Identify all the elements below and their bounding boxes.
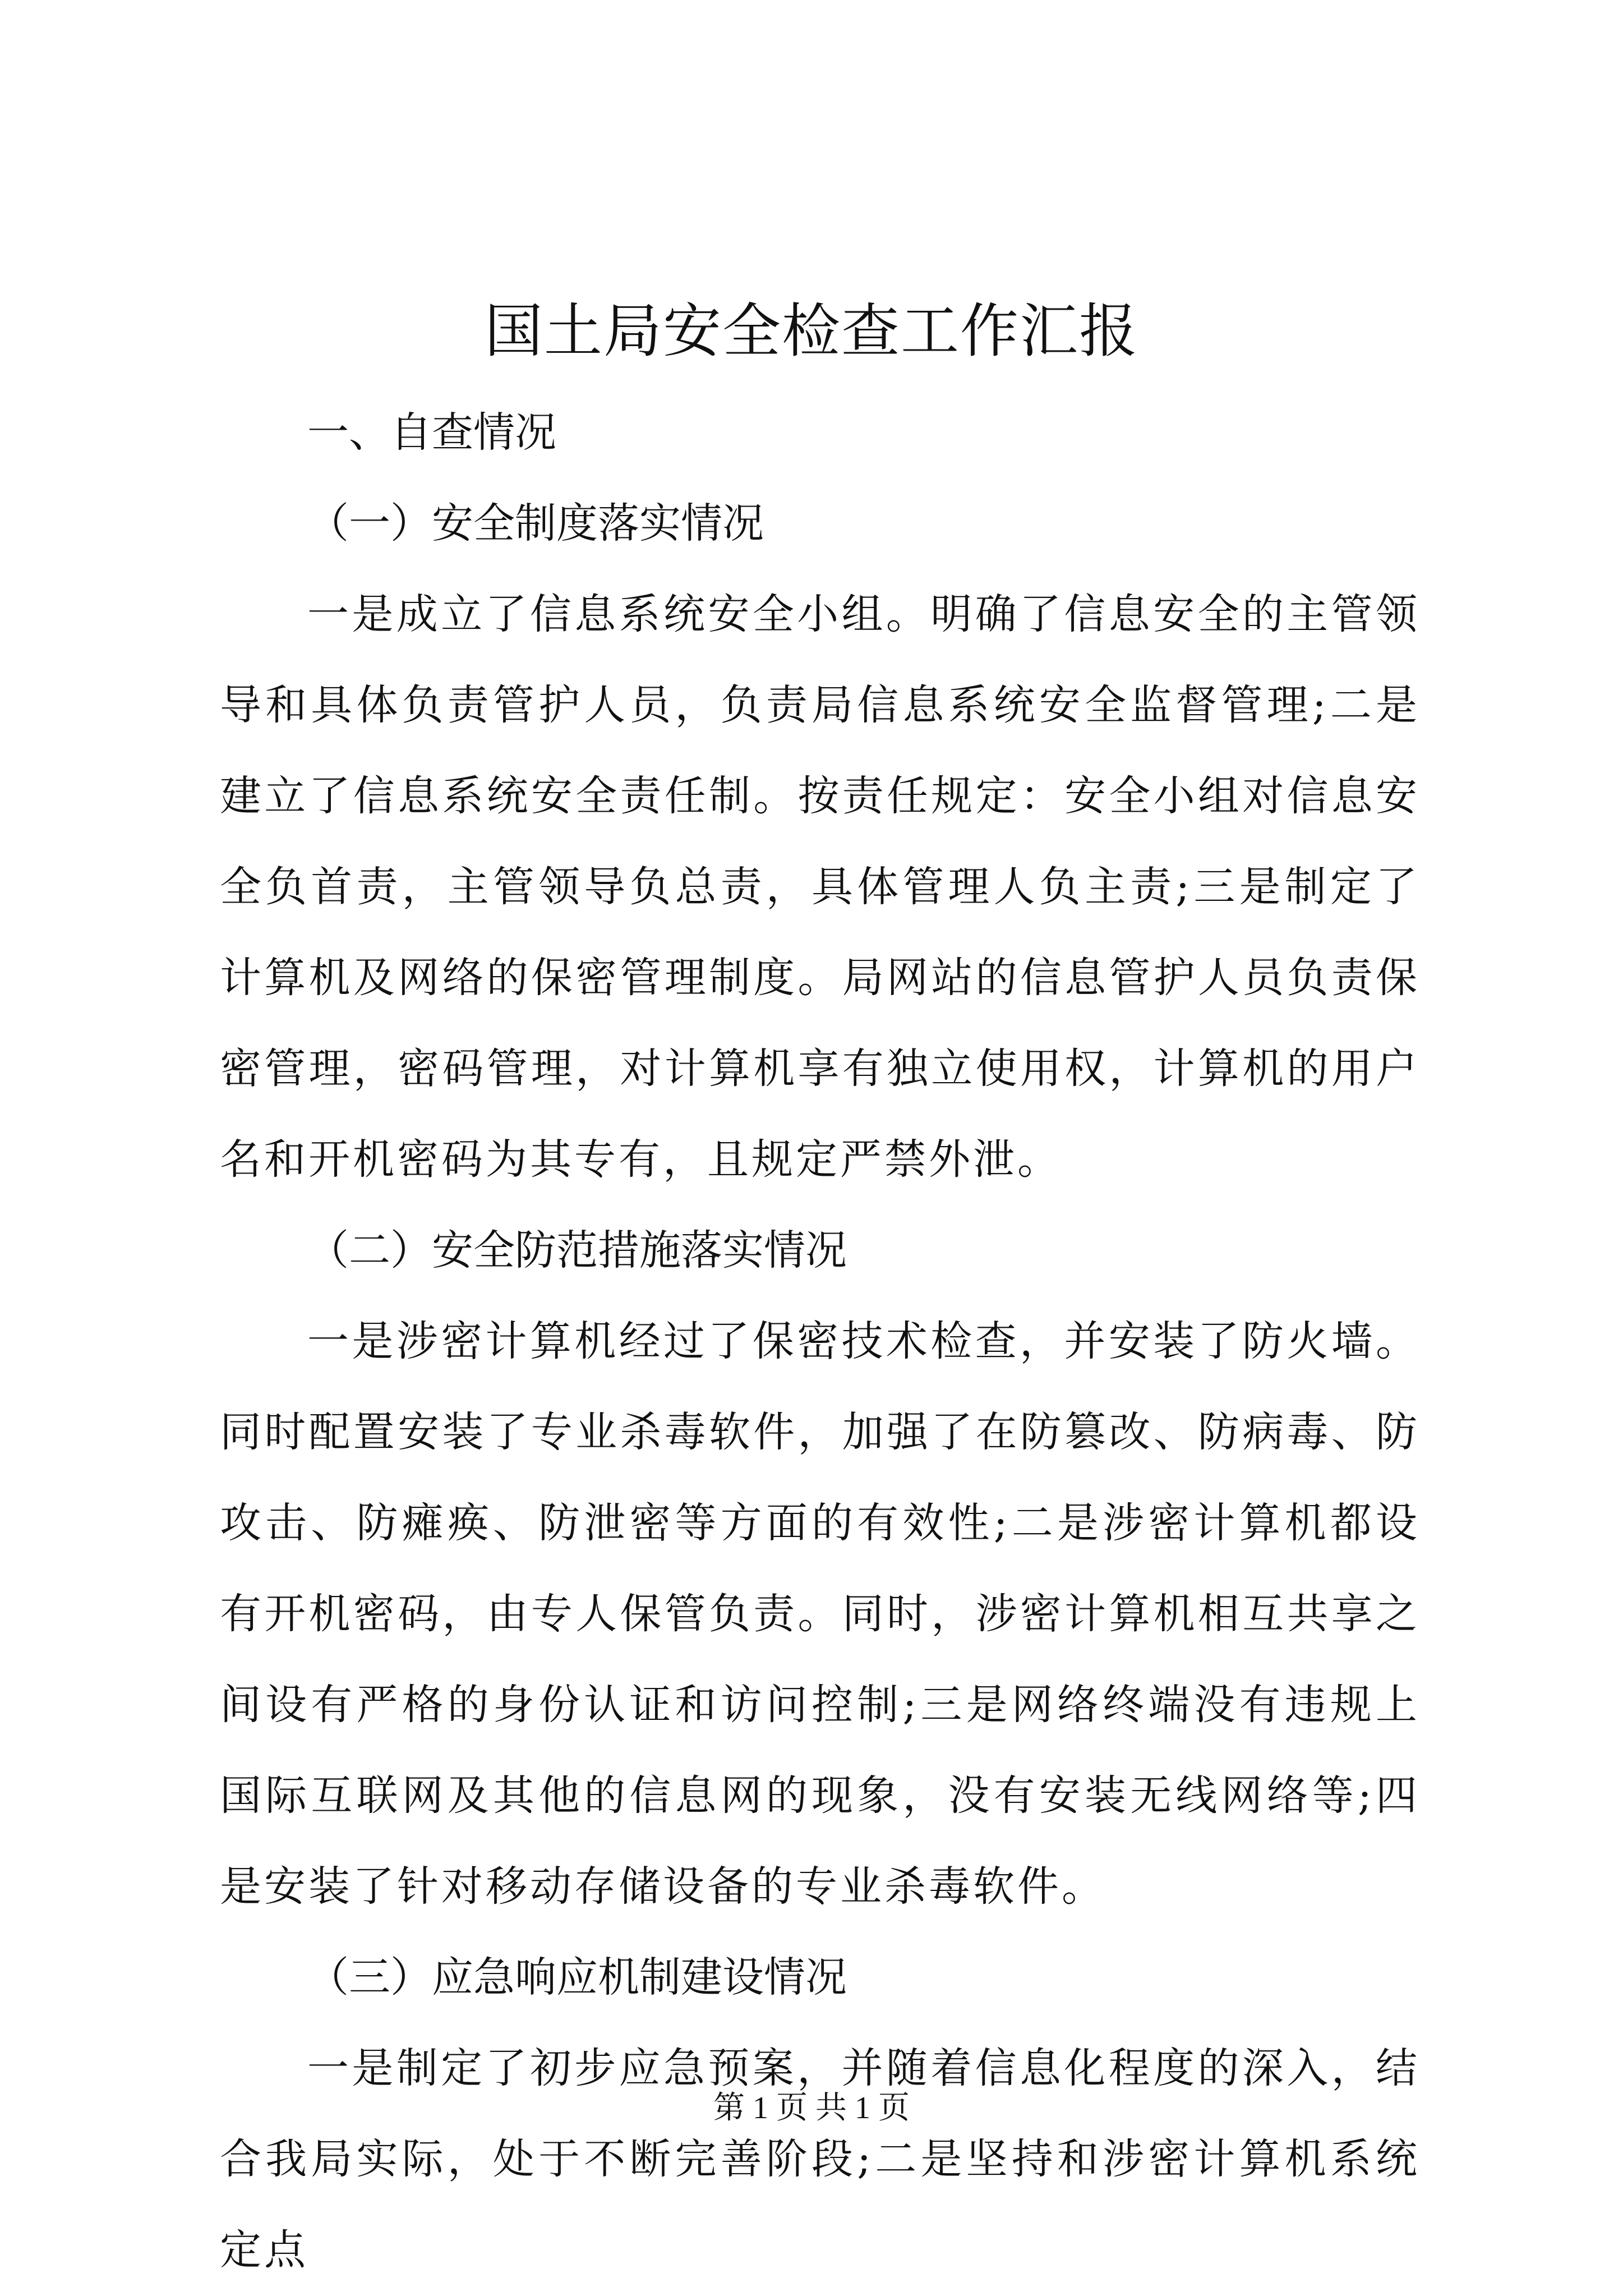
paragraph-safety-system: 一是成立了信息系统安全小组。明确了信息安全的主管领导和具体负责管护人员，负责局信息系统安全监督管理;二是建立了信息系统安全责任制。按责任规定：安全小组对信息安全负首责，主管领导负总责，具体管理人负主责;三是制定了计算机及网络的保密管理制度。局网站的信息管护人员负责保密管理，密码管理，对计算机享有独立使用权，计算机的用户名和开机密码为其专有，且规定严禁外泄。: [220, 590, 1420, 1184]
subsection-heading-safety-measures: （二）安全防范措施落实情况: [307, 1226, 847, 1274]
paragraph-safety-measures: 一是涉密计算机经过了保密技术检查，并安装了防火墙。同时配置安装了专业杀毒软件，加强了在防篡改、防病毒、防攻击、防瘫痪、防泄密等方面的有效性;二是涉密计算机都设有开机密码，由专人保管负责。同时，涉密计算机相互共享之间设有严格的身份认证和访问控制;三是网络终端没有违规上国际互联网及其他的信息网的现象，没有安装无线网络等;四是安装了针对移动存储设备的专业杀毒软件。: [220, 1317, 1420, 1911]
document-title: 国土局安全检查工作汇报: [484, 297, 1138, 365]
paragraph-emergency-response: 一是制定了初步应急预案，并随着信息化程度的深入，结合我局实际，处于不断完善阶段;二是坚持和涉密计算机系统定点: [220, 2044, 1420, 2274]
subsection-heading-emergency-response: （三）应急响应机制建设情况: [307, 1953, 847, 2001]
page-footer: 第 1 页 共 1 页: [713, 2091, 910, 2125]
section-heading-self-check: 一、自查情况: [307, 408, 556, 457]
subsection-heading-safety-system: （一）安全制度落实情况: [307, 499, 764, 547]
document-body: [220, 387, 1420, 2295]
